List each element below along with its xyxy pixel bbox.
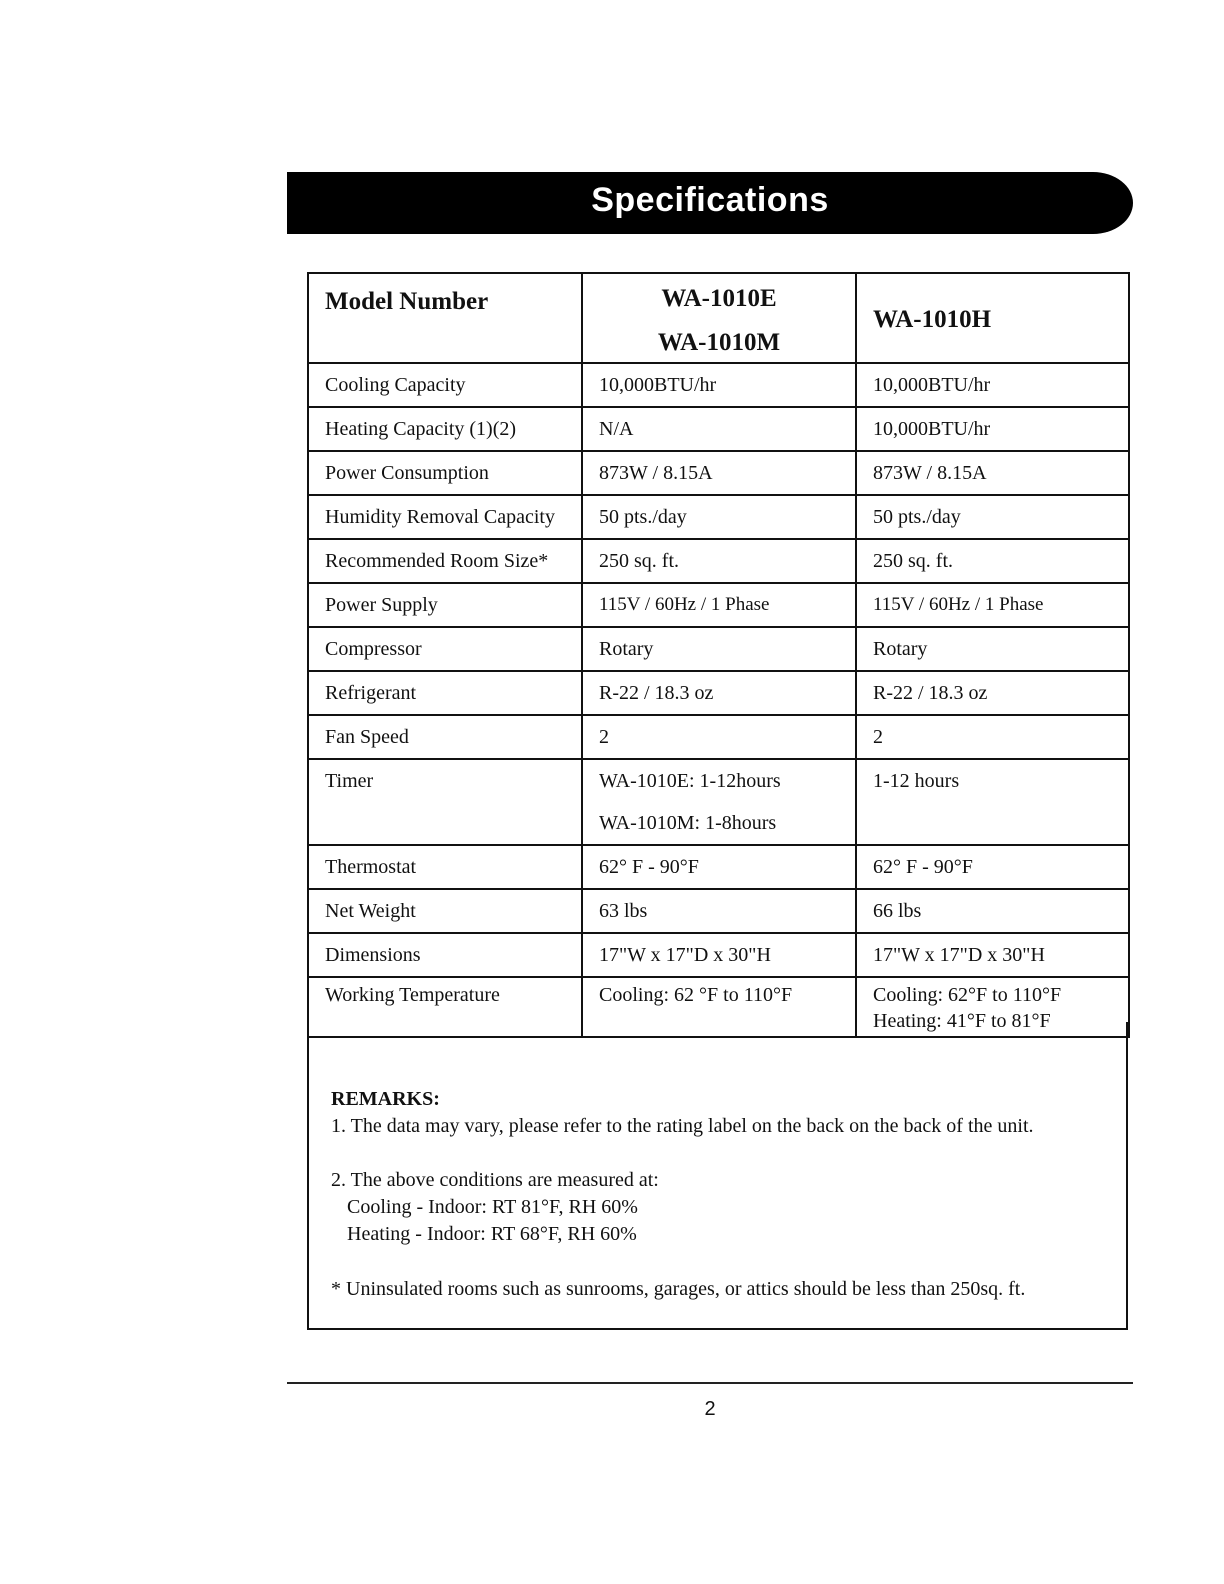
model-wa-1010e: WA-1010E (661, 285, 777, 312)
row-label: Cooling Capacity (308, 363, 582, 407)
row-value-h: 62° F - 90°F (856, 845, 1129, 889)
table-row (308, 933, 1129, 977)
table-row (308, 495, 1129, 539)
table-row (308, 715, 1129, 759)
row-value-e-m (582, 759, 856, 845)
row-value-h: 2 (856, 715, 1129, 759)
remark-note-2-heating: Heating - Indoor: RT 68°F, RH 60% (347, 1223, 637, 1245)
row-value-h: 115V / 60Hz / 1 Phase (856, 583, 1129, 627)
row-label: Dimensions (308, 933, 582, 977)
table-row (308, 627, 1129, 671)
remark-note-2-cooling: Cooling - Indoor: RT 81°F, RH 60% (347, 1196, 638, 1218)
row-value-e-m: 17"W x 17"D x 30"H (582, 933, 856, 977)
section-banner (287, 172, 1133, 234)
remarks-box (307, 1022, 1128, 1330)
table-row (308, 539, 1129, 583)
row-value-h: 1-12 hours (856, 759, 1129, 845)
row-label: Working Temperature (308, 977, 582, 1037)
row-value-h: 873W / 8.15A (856, 451, 1129, 495)
row-value-h: R-22 / 18.3 oz (856, 671, 1129, 715)
specifications-table (307, 272, 1130, 1038)
remarks-heading: REMARKS: (331, 1088, 440, 1110)
row-value-h: 10,000BTU/hr (856, 407, 1129, 451)
table-row (308, 407, 1129, 451)
row-value-h: Rotary (856, 627, 1129, 671)
table-row (308, 759, 1129, 845)
row-label: Humidity Removal Capacity (308, 495, 582, 539)
table-header-row (308, 273, 1129, 363)
row-label: Power Supply (308, 583, 582, 627)
row-value-e-m: Rotary (582, 627, 856, 671)
row-value-e-m: N/A (582, 407, 856, 451)
working-temp-cooling: Cooling: 62°F to 110°F (873, 984, 1062, 1006)
row-label: Thermostat (308, 845, 582, 889)
timer-m-value: WA-1010M: 1-8hours (599, 812, 777, 834)
row-value-h: 10,000BTU/hr (856, 363, 1129, 407)
table-row (308, 451, 1129, 495)
row-label: Power Consumption (308, 451, 582, 495)
header-cell-label (308, 273, 582, 363)
row-value-e-m: 63 lbs (582, 889, 856, 933)
row-label: Net Weight (308, 889, 582, 933)
row-value-e-m: 50 pts./day (582, 495, 856, 539)
row-value-e-m: 2 (582, 715, 856, 759)
remark-note-1: 1. The data may vary, please refer to the rating label on the back on the back of the unit. (331, 1115, 1034, 1137)
footer-divider (287, 1382, 1133, 1384)
row-value-h: 250 sq. ft. (856, 539, 1129, 583)
remark-footnote: * Uninsulated rooms such as sunrooms, garages, or attics should be less than 250sq. ft. (331, 1278, 1026, 1300)
row-label: Heating Capacity (1)(2) (308, 407, 582, 451)
row-label: Refrigerant (308, 671, 582, 715)
model-wa-1010h: WA-1010H (873, 306, 992, 333)
header-cell-model-e-m (582, 273, 856, 363)
row-value-e-m: Cooling: 62 °F to 110°F (582, 977, 856, 1037)
row-value-e-m: 62° F - 90°F (582, 845, 856, 889)
working-temp-heating: Heating: 41°F to 81°F (873, 1010, 1051, 1032)
model-wa-1010m: WA-1010M (657, 329, 781, 356)
row-value-h: 50 pts./day (856, 495, 1129, 539)
table-row (308, 845, 1129, 889)
model-number-heading: Model Number (325, 288, 489, 315)
remark-note-2: 2. The above conditions are measured at: (331, 1169, 659, 1191)
page-number: 2 (704, 1398, 716, 1420)
row-value-h: 17"W x 17"D x 30"H (856, 933, 1129, 977)
row-value-e-m: 115V / 60Hz / 1 Phase (582, 583, 856, 627)
row-value-h: 66 lbs (856, 889, 1129, 933)
row-value-e-m: 250 sq. ft. (582, 539, 856, 583)
row-value-e-m: R-22 / 18.3 oz (582, 671, 856, 715)
table-row (308, 671, 1129, 715)
table-row (308, 889, 1129, 933)
timer-e-value: WA-1010E: 1-12hours (599, 770, 781, 792)
row-value-e-m: 10,000BTU/hr (582, 363, 856, 407)
row-label: Timer (308, 759, 582, 845)
table-row (308, 363, 1129, 407)
table-row (308, 583, 1129, 627)
header-cell-model-h (856, 273, 1129, 363)
row-value-e-m: 873W / 8.15A (582, 451, 856, 495)
row-label: Fan Speed (308, 715, 582, 759)
section-title: Specifications (591, 181, 829, 219)
row-label: Recommended Room Size* (308, 539, 582, 583)
row-label: Compressor (308, 627, 582, 671)
